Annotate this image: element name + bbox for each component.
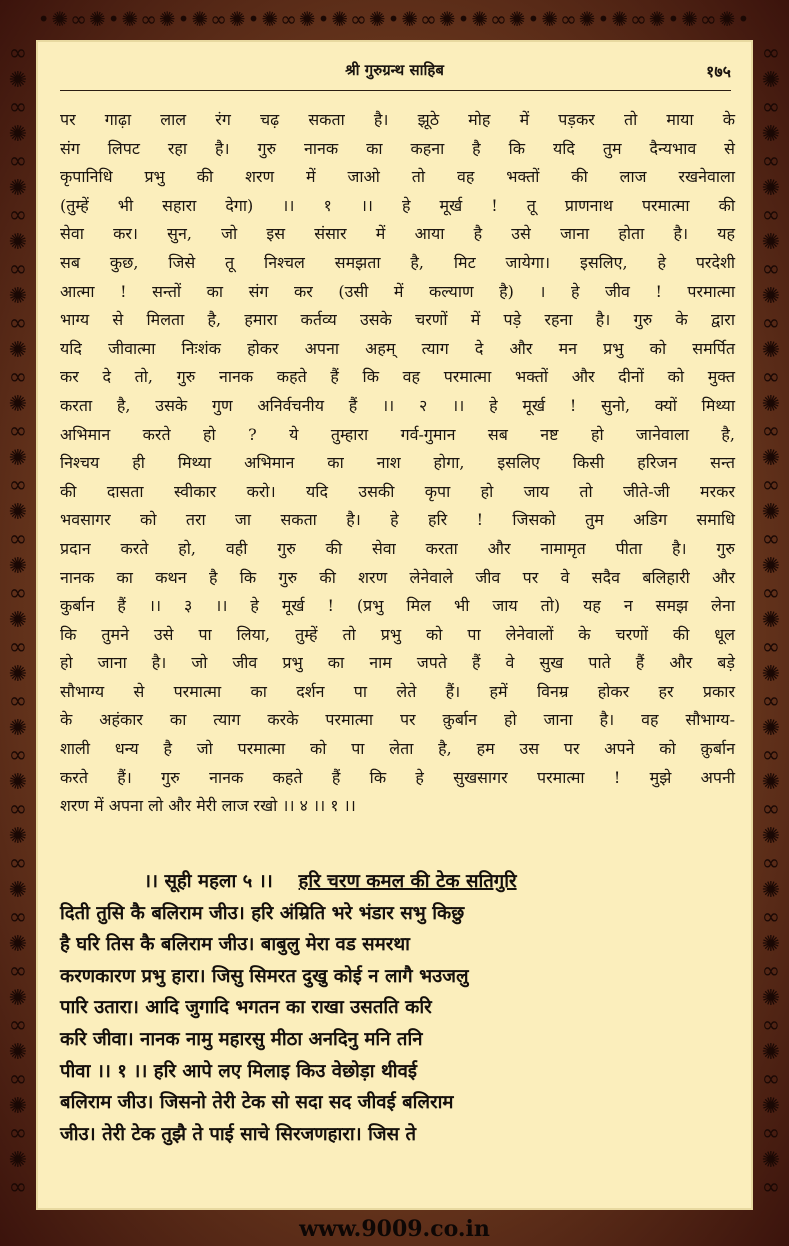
commentary-line: नानक का कथन है कि गुरु की शरण लेनेवाले जीव पर वे सदैव बलिहारी और (60, 567, 735, 587)
gurbani-line: करणकारण प्रभु हारा। जिसु सिमरत दुखु कोई न लागै भउजलु (60, 965, 469, 987)
commentary-line: कुर्बान हैं ।। ३ ।। हे मूर्ख ! (प्रभु मिल भी जाय तो) यह न समझ लेना (60, 596, 735, 616)
page-title: श्री गुरुग्रन्थ साहिब (345, 61, 444, 79)
commentary-line: शाली धन्य है जो परमात्मा को पा लेता है, हम उस पर अपने को क़ुर्बान (60, 739, 735, 759)
scripture-page (36, 40, 753, 1210)
commentary-line: सब कुछ, जिसे तू निश्चल समझता है, मिट जायेगा। इसलिए, हे परदेशी (60, 252, 735, 272)
commentary-line: के अहंकार का त्याग करके परमात्मा पर क़ुर्बान हो जाना है। वह सौभाग्य- (60, 710, 735, 730)
frame-chain-left: ∞ ✺ ∞ ✺ ∞ ✺ ∞ ✺ ∞ ✺ ∞ ✺ ∞ ✺ ∞ ✺ ∞ ✺ ∞ ✺ ∞ ✺ ∞ ✺ ∞ ✺ ∞ ✺ ∞ ✺ ∞ ✺ ∞ ✺ ∞ ✺ ∞ ✺ ∞ ✺ ∞ ✺ ∞ (8, 41, 28, 1200)
frame-chain-top: •✺∞✺•✺∞✺•✺∞✺•✺∞✺•✺∞✺•✺∞✺•✺∞✺•✺∞✺•✺∞✺•✺∞✺• (37, 7, 752, 31)
commentary-line: भाग्य से मिलता है, हमारा कर्तव्य उसके चरणों में पड़े रहना है। गुरु के द्वारा (60, 310, 735, 330)
frame-chain-right: ∞ ✺ ∞ ✺ ∞ ✺ ∞ ✺ ∞ ✺ ∞ ✺ ∞ ✺ ∞ ✺ ∞ ✺ ∞ ✺ ∞ ✺ ∞ ✺ ∞ ✺ ∞ ✺ ∞ ✺ ∞ ✺ ∞ ✺ ∞ ✺ ∞ ✺ ∞ ✺ ∞ ✺ ∞ (761, 41, 781, 1200)
commentary-line: पर गाढ़ा लाल रंग चढ़ सकता है। झूठे मोह में पड़कर तो माया के (60, 110, 735, 129)
gurbani-line-rest: हरि चरण कमल की टेक सतिगुरि (298, 871, 517, 892)
commentary-line: कर दे तो, गुरु नानक कहते हैं कि वह परमात्मा भक्तों और दीनों को मुक्त (60, 367, 735, 387)
commentary-line last: शरण में अपना लो और मेरी लाज रखो ।। ४ ।। १ ।। (60, 796, 356, 816)
commentary-line: प्रदान करते हो, वही गुरु की सेवा करता और नामामृत पीता है। गुरु (60, 538, 735, 558)
commentary-line: सेवा कर। सुन, जो इस संसार में आया है उसे जाना होता है। यह (60, 224, 735, 244)
gurbani-line: करि जीवा। नानक नामु महारसु मीठा अनदिनु मनि तनि (60, 1028, 423, 1050)
hindi-commentary (60, 106, 735, 821)
gurbani-line: पारि उतारा। आदि जुगादि भगतन का राखा उसतति करि (60, 997, 432, 1019)
gurbani-line: बलिराम जीउ। जिसनो तेरी टेक सो सदा सद जीवई बलिराम (60, 1092, 454, 1114)
shabad-heading: ।। सूही महला ५ ।। (144, 871, 273, 892)
commentary-line: कृपानिधि प्रभु की शरण में जाओ तो वह भक्तों की लाज रखनेवाला (60, 167, 735, 187)
gurbani-line: जीउ। तेरी टेक तुझै ते पाई साचे सिरजणहारा। जिस ते (60, 1123, 417, 1145)
header-divider (60, 90, 731, 91)
page-header (36, 60, 753, 84)
commentary-line: निश्चय ही मिथ्या अभिमान का नाश होगा, इसलिए किसी हरिजन सन्त (60, 453, 735, 473)
commentary-line: भवसागर को तरा जा सकता है। हे हरि ! जिसको तुम अडिग समाधि (60, 510, 735, 530)
gurbani-line: पीवा ।। १ ।। हरि आपे लए मिलाइ किउ वेछोड़ा थीवई (60, 1060, 417, 1082)
gurbani-verse (60, 866, 735, 1150)
page-number: १७५ (706, 62, 731, 81)
commentary-line: करता है, उसके गुण अनिर्वचनीय हैं ।। २ ।। हे मूर्ख ! सुनो, क्यों मिथ्या (60, 395, 735, 415)
commentary-line: (तुम्हें भी सहारा देगा) ।। १ ।। हे मूर्ख ! तू प्राणनाथ परमात्मा की (60, 195, 735, 215)
commentary-line: सौभाग्य से परमात्मा का दर्शन पा लेते हैं। हमें विनम्र होकर हर प्रकार (60, 681, 735, 701)
commentary-line: करते हैं। गुरु नानक कहते हैं कि हे सुखसागर परमात्मा ! मुझे अपनी (60, 767, 735, 787)
commentary-line: संग लिपट रहा है। गुरु नानक का कहना है कि यदि तुम दैन्यभाव से (60, 138, 735, 158)
website-url-text[interactable]: www.9009.co.in (299, 1216, 490, 1242)
website-url[interactable] (0, 1216, 789, 1242)
gurbani-line: है घरि तिस कै बलिराम जीउ। बाबुलु मेरा वड समरथा (60, 934, 410, 956)
commentary-line: कि तुमने उसे पा लिया, तुम्हें तो प्रभु को पा लेनेवालों के चरणों की धूल (60, 624, 735, 644)
gurbani-line: दिती तुसि कै बलिराम जीउ। हरि अंम्रिति भरे भंडार सभु किछु (60, 902, 465, 924)
commentary-line: अभिमान करते हो ? ये तुम्हारा गर्व-गुमान सब नष्ट हो जानेवाला है, (60, 424, 735, 444)
gurbani-first-line (60, 866, 789, 898)
commentary-line: यदि जीवात्मा निःशंक होकर अपना अहम् त्याग दे और मन प्रभु को समर्पित (60, 338, 735, 358)
commentary-line: हो जाना है। जो जीव प्रभु का नाम जपते हैं वे सुख पाते हैं और बड़े (60, 653, 735, 673)
commentary-line: आत्मा ! सन्तों का संग कर (उसी में कल्याण है) । हे जीव ! परमात्मा (60, 281, 735, 301)
commentary-line: की दासता स्वीकार करो। यदि उसकी कृपा हो जाय तो जीते-जी मरकर (60, 481, 735, 501)
